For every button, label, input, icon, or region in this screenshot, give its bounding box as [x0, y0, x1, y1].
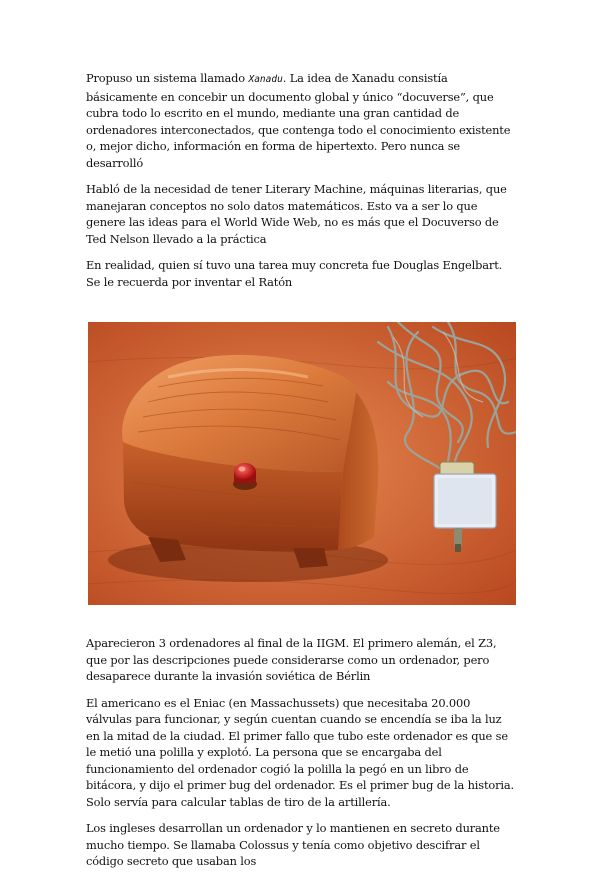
paragraph-engelbart: En realidad, quien sí tuvo una tarea muy concreta fue Douglas Engelbart. Se le recuerda por inventar el Ratón	[86, 258, 503, 289]
paragraph-xanadu-body: . La idea de Xanadu consistía básicamente en concebir un documento global y único “docuverse”, que cubra todo lo escrito en el mundo, mediante una gran cantidad de ordenadores interconectados, que contenga todo el conocimiento existente o, mejor dicho, información en forma de hipertexto. Pero nunca se desarrolló	[86, 71, 511, 170]
mouse-photo-illustration	[88, 322, 516, 605]
paragraph-three-computers: Aparecieron 3 ordenadores al final de la IIGM. El primero alemán, el Z3, que por las descripciones puede considerarse como un ordenador, pero desaparece durante la invasión soviética de Bérlin	[86, 636, 497, 683]
paragraph-xanadu-intro: Propuso un sistema llamado	[86, 71, 249, 85]
mouse-red-button	[233, 463, 257, 490]
paragraph-literary-machine: Habló de la necesidad de tener Literary Machine, máquinas literarias, que manejaran conceptos no solo datos matemáticos. Esto va a ser lo que genere las ideas para el World Wide Web, no es más que el Docuverso de Ted Nelson llevado a la práctica	[86, 182, 507, 246]
mouse-photo	[88, 322, 516, 605]
paragraph-xanadu	[86, 70, 516, 171]
term-xanadu: Xanadu	[248, 74, 283, 85]
paragraph-eniac: El americano es el Eniac (en Massachussets) que necesitaba 20.000 válvulas para funcionar, y según cuentan cuando se encendía se iba la luz en la mitad de la ciudad. El primer fallo que tubo este ordenador es que se le metió una polilla y explotó. La persona que se encargaba del funcionamiento del ordenador cogió la polilla la pegó en un libro de bitácora, y dijo el primer bug del ordenador. Es el primer bug de la historia. Solo servía para calcular tablas de tiro de la artillería.	[86, 695, 514, 809]
document-page	[86, 70, 516, 880]
paragraph-colossus: Los ingleses desarrollan un ordenador y lo mantienen en secreto durante mucho tiempo. Se llamaba Colossus y tenía como objetivo descifrar el código secreto que usaban los	[86, 821, 500, 868]
